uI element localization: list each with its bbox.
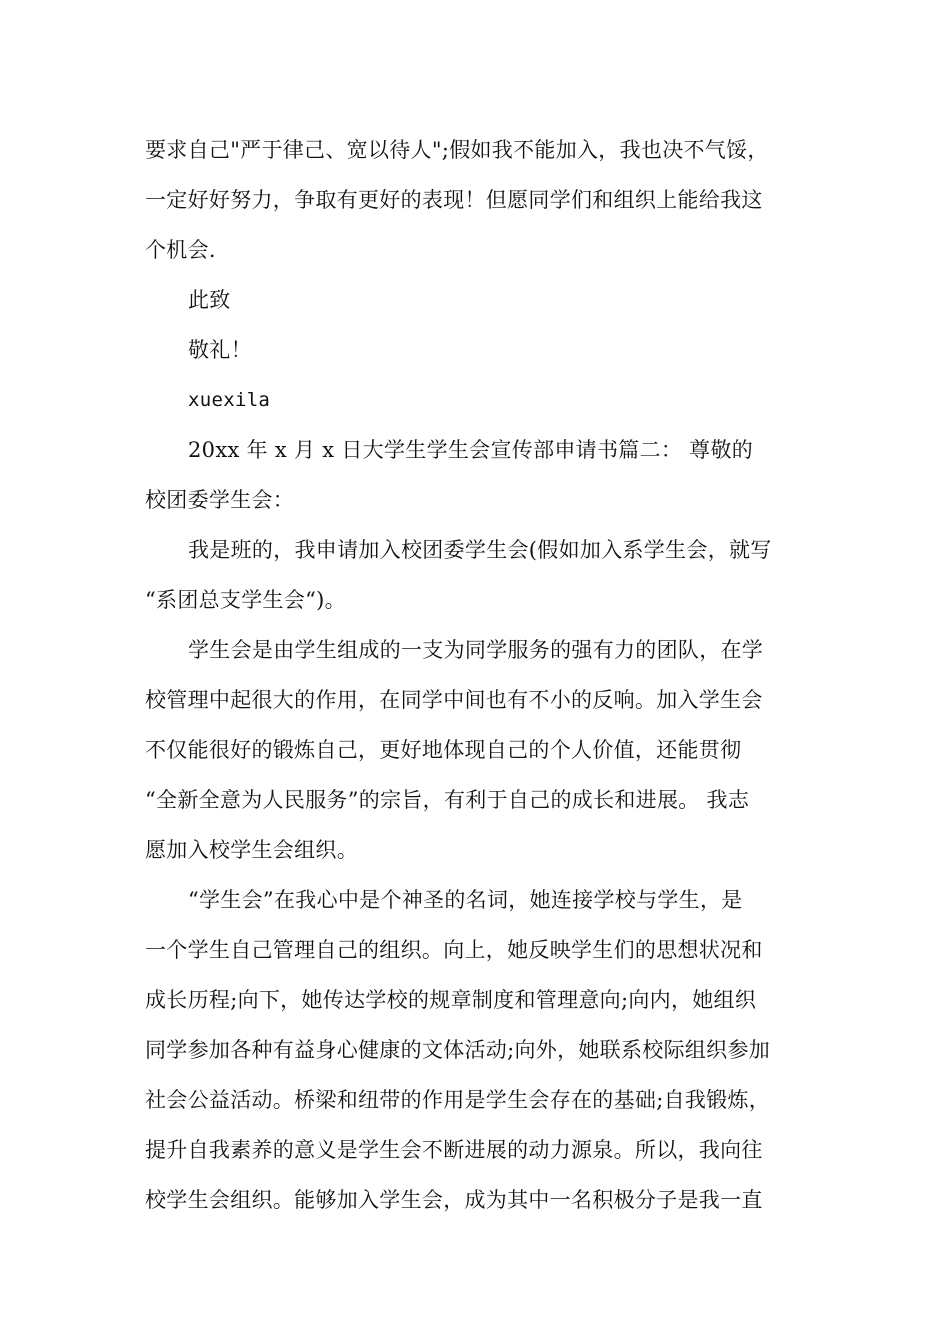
text-line: 要求自己"严于律己、宽以待人";假如我不能加入，我也决不气馁， [145,138,769,162]
text-line: “全新全意为人民服务”的宗旨，有利于自己的成长和进展。 我志 [145,788,750,812]
signature-text: xuexila [188,389,271,411]
text-line: 校管理中起很大的作用，在同学中间也有不小的反响。加入学生会 [145,688,763,712]
text-line: 学生会是由学生组成的一支为同学服务的强有力的团队，在学 [188,638,764,662]
text-line: 愿加入校学生会组织。 [145,838,358,862]
text-line: “系团总支学生会“)。 [145,588,346,612]
date-heading-line: 20xx 年 x 月 x 日大学生学生会宣传部申请书篇二： 尊敬的 [188,438,754,462]
closing-respect: 敬礼！ [188,338,252,362]
text-line: 同学参加各种有益身心健康的文体活动;向外，她联系校际组织参加 [145,1038,771,1062]
text-line: 校学生会组织。能够加入学生会，成为其中一名积极分子是我一直 [145,1188,763,1212]
text-line: 个机会. [145,238,216,262]
text-line: 不仅能很好的锻炼自己，更好地体现自己的个人价值，还能贯彻 [145,738,742,762]
text-line: 成长历程;向下，她传达学校的规章制度和管理意向;向内，她组织 [145,988,757,1012]
closing-salutation: 此致 [188,288,231,312]
text-line: 提升自我素养的意义是学生会不断进展的动力源泉。所以，我向往 [145,1138,763,1162]
text-line: 我是班的，我申请加入校团委学生会(假如加入系学生会，就写 [188,538,772,562]
text-line: 社会公益活动。桥梁和纽带的作用是学生会存在的基础;自我锻炼， [145,1088,771,1112]
text-line: “学生会”在我心中是个神圣的名词，她连接学校与学生，是 [188,888,743,912]
text-line: 一个学生自己管理自己的组织。向上，她反映学生们的思想状况和 [145,938,763,962]
addressee-line: 校团委学生会： [145,488,295,512]
text-line: 一定好好努力，争取有更好的表现！但愿同学们和组织上能给我这 [145,188,763,212]
